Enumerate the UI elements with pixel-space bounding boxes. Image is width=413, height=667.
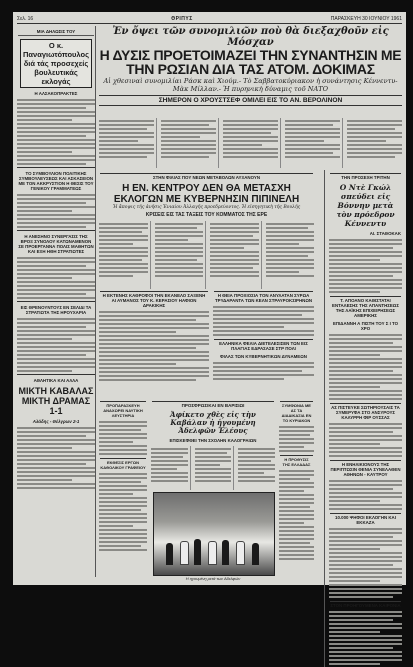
masthead-small: ΘΡΙΠΥΣ	[171, 15, 193, 22]
lower-headline: Ἀφίκετο χθὲς εἰς τὴν Καβάλαν ἡ ἡγουμένη Ἀδελφῶν Ἐλέους	[170, 410, 256, 435]
mid-item-1: Η ΕΚΤΕΝΗΣ ΚΑΘΡΟΦΟΙ ΤΗΝ ΕΚΑΝΕΛΟ ΣΑΞΕΝΗ ΑΙ ΑΥΜΑΝΟΣ ΤΟΥ Κ. ΚΕΡΑΣΙΟΥ ΗΑΦΙΟΝ ΔΡΑΚΙΚΗΣ	[100, 291, 208, 308]
main-area	[99, 26, 402, 608]
mid-left-items	[99, 288, 209, 383]
left-body-4	[17, 318, 95, 372]
photo-figure	[180, 541, 189, 565]
mid-item-3: ΕΛΛΗΝΙΚΑ ΦΕΛΙΑ ΔΙΕΤΕΛΕΣΙΣΕΝ ΤΩΝ ΕΙΣ ΠΛΑΓΙΑΣ ΕΔΡΑΣΑΣΕ ΣΤΡ ΠΟΛΙ	[214, 339, 313, 351]
left-body-3	[17, 257, 95, 299]
left-item-2: ΤΟ ΣΥΜΒΟΥΛΙΟΝ ΠΟΛΙΤΙΚΗΣ ΣΥΜΒΟΥΛΕΥΣΕΩΣ ΚΑΙ ΑΣΚΑΣΕΙΟΝ ΜΕ ΤΟΝ ΑΚΚΡΥΣΤΙΟΝ Η ΘΕΣΙΣ ΤΟΥ ΓΕΝΙΚΟΥ ΓΡΑΜΜΑΤΕΩΣ	[18, 171, 94, 191]
main-headline: Η ΔΥΣΙΣ ΠΡΟΕΤΟΙΜΑΖΕΙ ΤΗΝ ΣΥΝΑΝΤΗΣΙΝ ΜΕ ΤΗΝ ΡΩΣΙΑΝ ΔΙΑ ΤΑΣ ΑΤΟΜ. ΔΟΚΙΜΑΣ	[99, 47, 402, 77]
center-kicker: ΣΤΗΝ ΦΙΛΙΑΣ ΠΟΥ ΝΕΩΝ ΜΕΤΑΒΟΛΩΝ ΑΥΞΑΝΟΥΝ	[100, 173, 313, 180]
lower-left-1: ΠΡΟΠΑΡΑΣΚΕΥΗ ΑΝΑΧΩΡΕΙ ΝΑΥΤΙΚΗ ΛΕΥΣΤΗΡΙΑ	[100, 401, 146, 418]
right-item-2: ΕΠΙΔΑΝΝΗ Α ΠΙΣΤΗ ΤΟΥ Σ Ι ΤΟ ΧΡΟ	[332, 321, 399, 331]
left-section-title: ΜΙΑ ΔΗΛΩΣΙΣ ΤΟΥ	[18, 29, 94, 36]
lower-left-col	[99, 398, 147, 553]
left-item-3: Η ΑΝΕΣΗΝΟ ΣΥΝΕΡΓΑΣΙΣ ΤΗΣ ΒΡΟΞ ΣΥΝΟΛΟΥ ΚΑΤΩΝΑΜΕΝΟΝ ΣΕ ΠΡΟΕΡΓΑΝΝΑ ΠΟΛΙΣ ΜΑΘΗΤΩΝ ΚΑΙ ΕΞΗ ΗΘΗ ΣΤΡΑΤΙΩΤΕΣ	[18, 234, 94, 254]
lower-sub: ΕΠΙΣΚΕΦΘΕΙ ΤΗΝ ΣΧΟΛΗΝ ΚΑΛΟΓΡΑΙΩΝ	[169, 438, 257, 443]
today-headline: ΣΗΜΕΡΟΝ Ο ΧΡΟΥΣΤΣΕΦ ΟΜΙΛΕΙ ΕΙΣ ΤΟ ΑΝ. ΒΕΡΟΛΙΝΟΝ	[99, 95, 402, 106]
photo-figure	[252, 543, 259, 565]
left-box-headline: Ο κ. Παναγιωτόπουλος διά τάς προσεχείς βουλευτικάς εκλογάς	[20, 39, 92, 88]
center-sub2: ΚΡΙΣΕΙΣ ΕΙΣ ΤΑΣ ΤΑΞΕΙΣ ΤΟΥ ΚΟΜΜΑΤΟΣ ΤΗΣ ΕΡΕ	[145, 212, 268, 218]
lower-story	[151, 398, 275, 490]
mid-item-2: Η ΘΕΙΑ ΠΡΟΧΙΟΣΙΑ ΤΟΝ ΑΝΥΛΑΤΑΝ ΣΥΡΩΑ ΤΡΥΔΑΡΑΝΤΑ ΤΩΝ ΚΕΛΝ ΣΤΡΑΥΡΟΚΣΙΡΗΝΩΝ	[214, 293, 313, 303]
right-item-4: Η ΕΝΗΛΙΚΙΟΝΟΥΣ ΤΗΣ ΠΕΡΙΠΤΩΣΙΝ ΘΕΝΙΑ ΣΥΝΕΛΑΘΕΝ ΑΘΗΝΩΝ - ΚΑΥΤΡΟΥ	[330, 462, 401, 477]
sports-section-title: ΑΘΛΗΤΙΚΑ ΚΑΙ ΑΛΛΑ	[33, 378, 79, 383]
main-subhead: Αἱ χθεσιναὶ συνομιλίαι Ράσκ καὶ Χιούμ.- Τὸ Σαββατοκύριακον ἡ συνάντησις Κέννεντυ-Μὰκ Μίλλαν.- Ἡ πυρηνικὴ δύναμις τοῦ ΝΑΤΟ	[103, 77, 398, 93]
center-story	[99, 170, 314, 289]
running-head	[17, 14, 402, 24]
lower-left-2: ΕΚΘΕΣΙΣ ΕΡΓΩΝ ΚΑΘΟΛΙΚΟΥ ΓΡΑΦΕΙΟΥ	[100, 460, 146, 470]
left-body-1	[17, 99, 95, 165]
sports-headline: ΜΙΚΤΗ ΚΑΒΑΛΑΣ ΜΙΚΤΗ ΔΡΑΜΑΣ 1-1	[18, 386, 94, 416]
lower-right-col	[279, 398, 314, 562]
left-column	[17, 26, 96, 577]
sports-body	[17, 427, 95, 489]
lower-right-1: ΣΥΜΦΩΝΙΑ ΜΕ ΑΣ ΤΑ ΔΙΑΔΙΚΑΣΙΑ ΕΝ ΤΟ ΚΥΡΙΑΚΟΝ	[281, 403, 312, 423]
right-kicker: ΤΗΝ ΠΡΟΣΕΧΗ ΤΡΙΤΗΝ	[330, 173, 401, 180]
right-headline: Ο Ντὲ Γκώλ σπεύδει εἰς Βόννην μετὰ τὸν πρόεδρον Κέννεντυ	[336, 183, 395, 228]
left-box-sub: Η ΑΛΣΑΚΟΠΡΑΚΤΕΣ	[34, 91, 78, 96]
lower-right-2: Η ΠΡΟΘΥΣΙΣ ΤΗΣ ΕΛΛΑΔΑΣ	[280, 455, 313, 467]
newspaper-page	[13, 12, 406, 608]
right-column	[324, 170, 402, 667]
center-headline: Η ΕΝ. ΚΕΝΤΡΟΥ ΔΕΝ ΘΑ ΜΕΤΑΣΧΗ ΕΚΛΟΓΩΝ ΜΕ ΚΥΒΕΡΝΗΣΙΝ ΠΙΠΙΝΕΛΗ	[113, 183, 300, 205]
center-sub: Ἡ ἄποψις τῆς ἀνῆσις Ἐνιαίου Ἀλλαγῆς προεδρεύοντος. Ἡ εἰσηγητικὴ τῆς Βουλῆς	[112, 205, 301, 210]
left-body-2	[17, 194, 95, 228]
main-banner: Ἐν ὄψει τῶν συνομιλιῶν ποὺ θὰ διεξαχθοῦν εἰς Μόσχαν	[112, 26, 389, 48]
lower-kicker: ΠΡΟΣΦΡΩΣΙΚΑΙ ΕΝ ΒΑΡΙΣΙΩΙ	[152, 401, 274, 408]
right-item-1: Τ. ΑΠΟΑΝΟ ΚΑΘΙΣΤΑΤΑΙ ΕΝΤΑΛΕΣΗΣ ΤΗΣ ΑΠΑΝΤΗΣΕΩΣ ΤΗΣ ΛΑΪΚΗΣ ΕΠΙΧΕΙΡΗΣΕΩΣ ΑΜΕΡΙΚΗΣ	[330, 296, 401, 318]
left-item-4: ΕΙΣ ΘΡΕΝΟΥΝΤΟΥΣ ΕΝ ΣΕΛΙΔΙ ΤΑ ΣΤΡΑΤΙΩΤΑ ΤΗΣ ΗΡΟΥΧΑΡΙΑ	[20, 305, 92, 315]
mid-right-items	[213, 288, 314, 382]
right-item-6: ΣΤΟΝ ΠΡΟΗΓΟΥΜΕΝΑ ΚΑΙΡΟΝΙΑ	[330, 603, 401, 608]
photo-figure	[194, 539, 201, 565]
right-item-3: ΑΣ ΠΙΣΤΕΥΚΕ ΣΩΤΗΡΙΟΥΣΑΙΣ ΤΑ ΣΥΜΕΡΥΦΑ ΣΤΟ ΑΝΣΥΡΟΥΣ ΚΑΛΥΡΡΗ ΦΙΡ ΟΥΣΣΑΣ	[331, 405, 400, 420]
right-item-5: 10.000 ΨΗΦΟΙ ΕΚΛΟΓΗΝ ΚΑΙ ΕΚΚΑΖΑ	[330, 513, 401, 525]
right-note: ΑΙ. ΣΤΑΘΟΚΑΚ	[369, 231, 401, 236]
photo-caption: Η ηγουμένη μετά των Αδελφών	[185, 576, 241, 581]
top-columns	[99, 118, 402, 168]
issue-date: ΠΑΡΑΣΚΕΥΗ 30 ΙΟΥΝΙΟΥ 1961	[330, 15, 402, 22]
page-number: Σελ. 16	[17, 15, 34, 22]
photo-figure	[236, 541, 245, 565]
photo-figure	[208, 541, 217, 565]
news-photo	[153, 492, 275, 576]
mid-item-4: ΦΙΛΑΣ ΤΩΝ ΚΥΒΕΡΝΗΤΙΚΩΝ ΔΥΝΑΜΕΩΝ	[220, 354, 307, 359]
photo-figure	[222, 540, 229, 565]
photo-figure	[166, 543, 173, 565]
sports-sub: Αλάδης - Θέλγρων 2-1	[32, 419, 80, 424]
